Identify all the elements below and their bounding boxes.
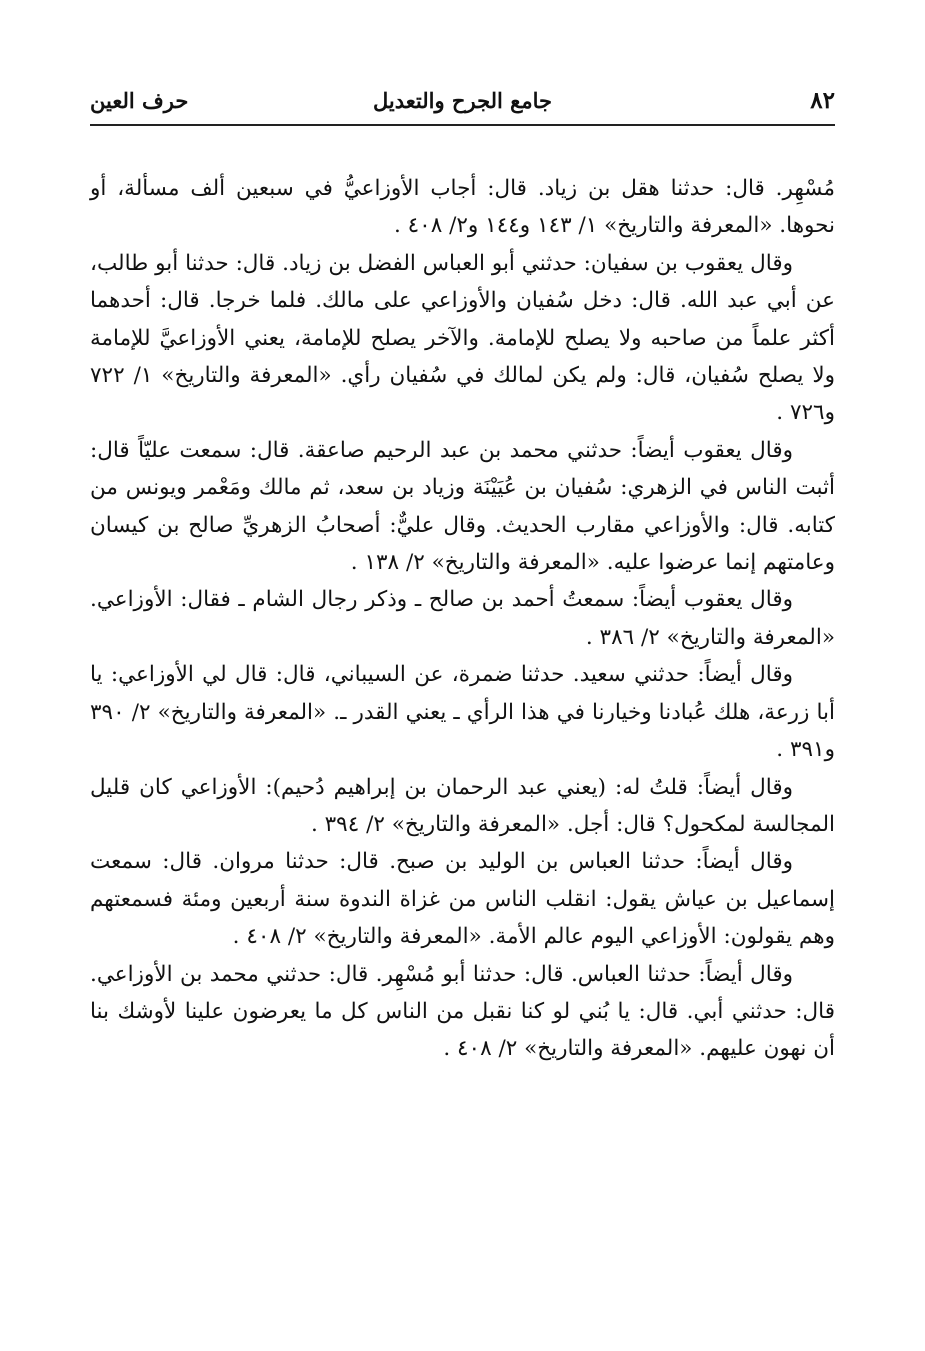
page-header bbox=[90, 84, 835, 126]
page-number: ٨٢ bbox=[810, 87, 835, 114]
book-title: جامع الجرح والتعديل bbox=[373, 88, 552, 113]
paragraph-continuation: مُسْهِر. قال: حدثنا هقل بن زياد. قال: أجاب الأوزاعيُّ في سبعين ألف مسألة، أو نحوها. «المعرفة والتاريخ» ١/ ١٤٣ و١٤٤ و٢/ ٤٠٨ . bbox=[90, 176, 835, 239]
paragraph: وقال أيضاً: حدثنا العباس بن الوليد بن صبح. قال: حدثنا مروان. قال: سمعت إسماعيل بن عياش يقول: انقلب الناس من غزاة الندوة سنة أربعين ومئة فسمعتهم وهم يقولون: الأوزاعي اليوم عالم الأمة. «المعرفة والتاريخ» ٢/ ٤٠٨ . bbox=[90, 849, 835, 950]
paragraph: وقال يعقوب أيضاً: سمعتُ أحمد بن صالح ـ وذكر رجال الشام ـ فقال: الأوزاعي. «المعرفة والتاريخ» ٢/ ٣٨٦ . bbox=[90, 587, 835, 650]
paragraph: وقال أيضاً: قلتُ له: (يعني عبد الرحمان بن إبراهيم دُحيم): الأوزاعي كان قليل المجالسة لمكحول؟ قال: أجل. «المعرفة والتاريخ» ٢/ ٣٩٤ . bbox=[90, 774, 835, 837]
paragraph: وقال أيضاً: حدثنا العباس. قال: حدثنا أبو مُسْهِر. قال: حدثني محمد بن الأوزاعي. قال: حدثني أبي. قال: يا بُني لو كنا نقبل من الناس كل ما يعرضون علينا لأوشك بنا أن نهون عليهم. «المعرفة والتاريخ» ٢/ ٤٠٨ . bbox=[90, 961, 835, 1062]
section-title: حرف العين bbox=[90, 88, 189, 113]
paragraph: وقال يعقوب أيضاً: حدثني محمد بن عبد الرحيم صاعقة. قال: سمعت عليّاً قال: أثبت الناس في الزهري: سُفيان بن عُيَيْنَة وزياد بن سعد، ثم مالك ومَعْمر ويونس من كتابه. قال: والأوزاعي مقارب الحديث. وقال عليٌّ: أصحابُ الزهريِّ صالح بن كيسان وعامتهم إنما عرضوا عليه. «المعرفة والتاريخ» ٢/ ١٣٨ . bbox=[90, 437, 835, 576]
paragraph: وقال يعقوب بن سفيان: حدثني أبو العباس الفضل بن زياد. قال: حدثنا أبو طالب، عن أبي عبد الله. قال: دخل سُفيان والأوزاعي على مالك. فلما خرجا. قال: أحدهما أكثر علماً من صاحبه ولا يصلح للإمامة. والآخر يصلح للإمامة، يعني الأوزاعيَّ للإمامة ولا يصلح سُفيان، قال: ولم يكن لمالك في سُفيان رأي. «المعرفة والتاريخ» ١/ ٧٢٢ و٧٢٦ . bbox=[90, 250, 835, 426]
body-text bbox=[90, 170, 835, 1068]
paragraph: وقال أيضاً: حدثني سعيد. حدثنا ضمرة، عن السيباني، قال: قال لي الأوزاعي: يا أبا زرعة، هلك عُبادنا وخيارنا في هذا الرأي ـ يعني القدر ـ. «المعرفة والتاريخ» ٢/ ٣٩٠ و٣٩١ . bbox=[90, 662, 836, 763]
